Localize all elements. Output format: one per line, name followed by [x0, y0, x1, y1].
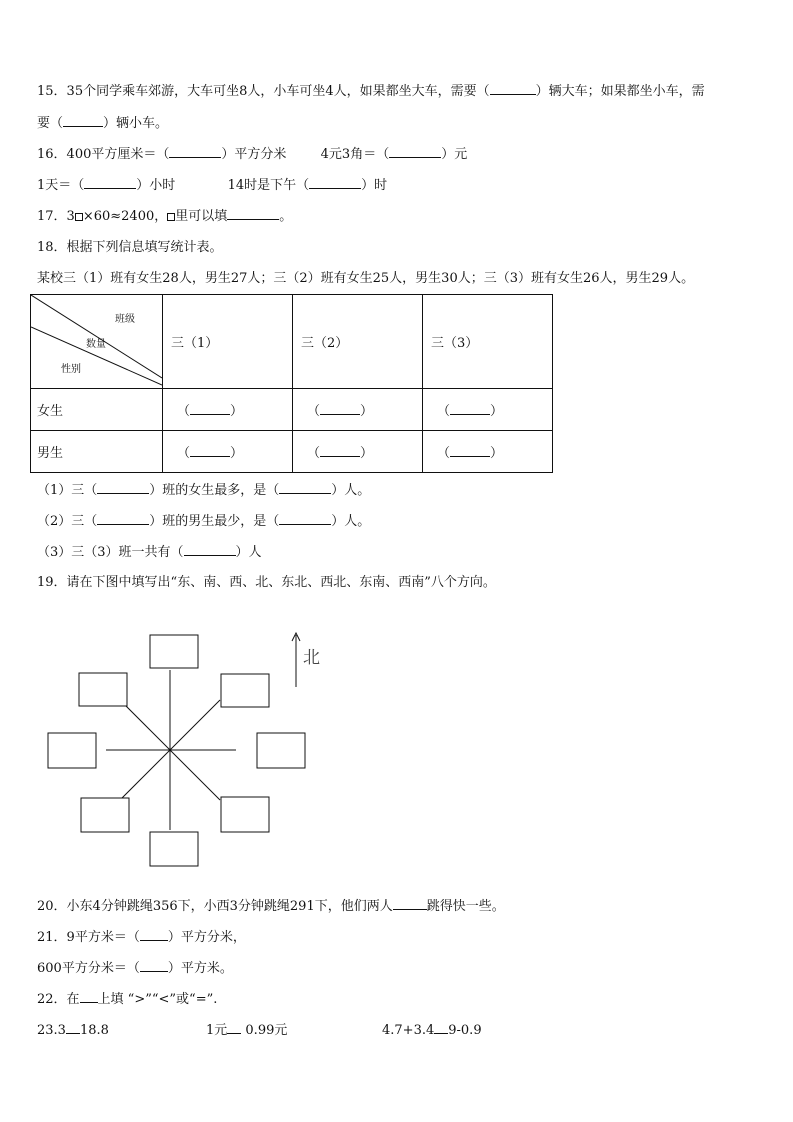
direction-box-east [257, 733, 305, 768]
cell-blank[interactable] [450, 402, 490, 415]
row-label-boys: 男生 [31, 431, 163, 473]
cell-boys-1[interactable]: （ ） [163, 431, 293, 473]
q22-expr-2: 1元 0.99元 [206, 1023, 288, 1038]
cell-boys-3[interactable]: （ ） [423, 431, 553, 473]
q18-sub2: （2）三（ ）班的男生最少，是（ ）人。 [37, 514, 371, 529]
q18-sub1: （1）三（ ）班的女生最多，是（ ）人。 [37, 483, 371, 498]
direction-box-southeast [221, 797, 269, 832]
direction-box-northwest [79, 673, 127, 706]
cell-girls-3[interactable]: （ ） [423, 389, 553, 431]
cell-blank[interactable] [320, 402, 360, 415]
q19-text: 19．请在下图中填写出“东、南、西、北、东北、西北、东南、西南”八个方向。 [37, 575, 496, 590]
header-gender-label: 性别 [61, 364, 81, 375]
q15-line2: 要（ ）辆小车。 [37, 116, 169, 131]
q22-expr-1: 23.3 18.8 [37, 1023, 109, 1038]
direction-box-north [150, 635, 198, 668]
q15-blank-big-cars[interactable] [490, 82, 536, 95]
q16-blank-money[interactable] [389, 145, 441, 158]
q21-blank-2[interactable] [140, 959, 168, 972]
q16-line1: 16．400平方厘米＝（ ）平方分米 4元3角＝（ ）元 [37, 147, 468, 162]
column-class-1: 三（1） [163, 295, 293, 389]
q22-blank-1[interactable] [66, 1021, 80, 1034]
row-label-girls: 女生 [31, 389, 163, 431]
q20-blank[interactable] [393, 897, 427, 910]
q16-blank-pm[interactable] [309, 176, 361, 189]
q15-blank-small-cars[interactable] [63, 114, 103, 127]
header-class-label: 班级 [115, 314, 135, 325]
q17-line: 17．3 ×60≈2400， 里可以填 。 [37, 209, 293, 224]
q22-blank-2[interactable] [227, 1021, 241, 1034]
box-symbol-icon [75, 213, 83, 221]
q21-line1: 21．9平方米＝（ ）平方分米， [37, 930, 246, 945]
compass-diagram [40, 625, 320, 875]
q16-blank-hours[interactable] [84, 176, 136, 189]
q22-blank-3[interactable] [434, 1021, 448, 1034]
cell-girls-2[interactable]: （ ） [293, 389, 423, 431]
column-class-3: 三（3） [423, 295, 553, 389]
q18-sub1-blank-count[interactable] [279, 481, 331, 494]
q18-sub3-blank-total[interactable] [184, 543, 236, 556]
direction-box-south [150, 832, 198, 866]
table-row [31, 389, 553, 431]
cell-girls-1[interactable]: （ ） [163, 389, 293, 431]
direction-box-northeast [221, 674, 269, 707]
q21-blank-1[interactable] [140, 928, 168, 941]
cell-blank[interactable] [190, 402, 230, 415]
q21-line2: 600平方分米＝（ ）平方米。 [37, 961, 233, 976]
q18-sub2-blank-class[interactable] [97, 512, 149, 525]
cell-blank[interactable] [190, 444, 230, 457]
q22-expr-3: 4.7+3.4 9-0.9 [382, 1023, 482, 1038]
q15-line1: 15．35个同学乘车郊游，大车可坐8人，小车可坐4人，如果都坐大车，需要（ ）辆大车；如果都坐小车，需 [37, 84, 705, 99]
q22-instruction: 22．在 上填 “>”“<”或“=”. [37, 992, 218, 1007]
q22-blank-sample [80, 990, 98, 1003]
q16-line2: 1天＝（ ）小时 14时是下午（ ）时 [37, 178, 388, 193]
q18-info: 某校三（1）班有女生28人，男生27人；三（2）班有女生25人，男生30人；三（3）班有女生26人，男生29人。 [37, 271, 695, 286]
column-class-2: 三（2） [293, 295, 423, 389]
q18-title: 18．根据下列信息填写统计表。 [37, 240, 223, 255]
table-row [31, 431, 553, 473]
table-diagonal-header [31, 295, 163, 389]
statistics-table [30, 294, 553, 473]
cell-blank[interactable] [320, 444, 360, 457]
header-quantity-label: 数量 [86, 339, 106, 350]
q18-sub1-blank-class[interactable] [97, 481, 149, 494]
q20-line: 20．小东4分钟跳绳356下，小西3分钟跳绳291下，他们两人 跳得快一些。 [37, 899, 505, 914]
cell-blank[interactable] [450, 444, 490, 457]
north-label: 北 [303, 648, 320, 668]
cell-boys-2[interactable]: （ ） [293, 431, 423, 473]
q16-blank-area[interactable] [169, 145, 221, 158]
direction-box-west [48, 733, 96, 768]
q18-sub2-blank-count[interactable] [279, 512, 331, 525]
q17-blank[interactable] [227, 207, 279, 220]
q18-sub3: （3）三（3）班一共有（ ）人 [37, 545, 262, 560]
direction-box-southwest [81, 798, 129, 832]
